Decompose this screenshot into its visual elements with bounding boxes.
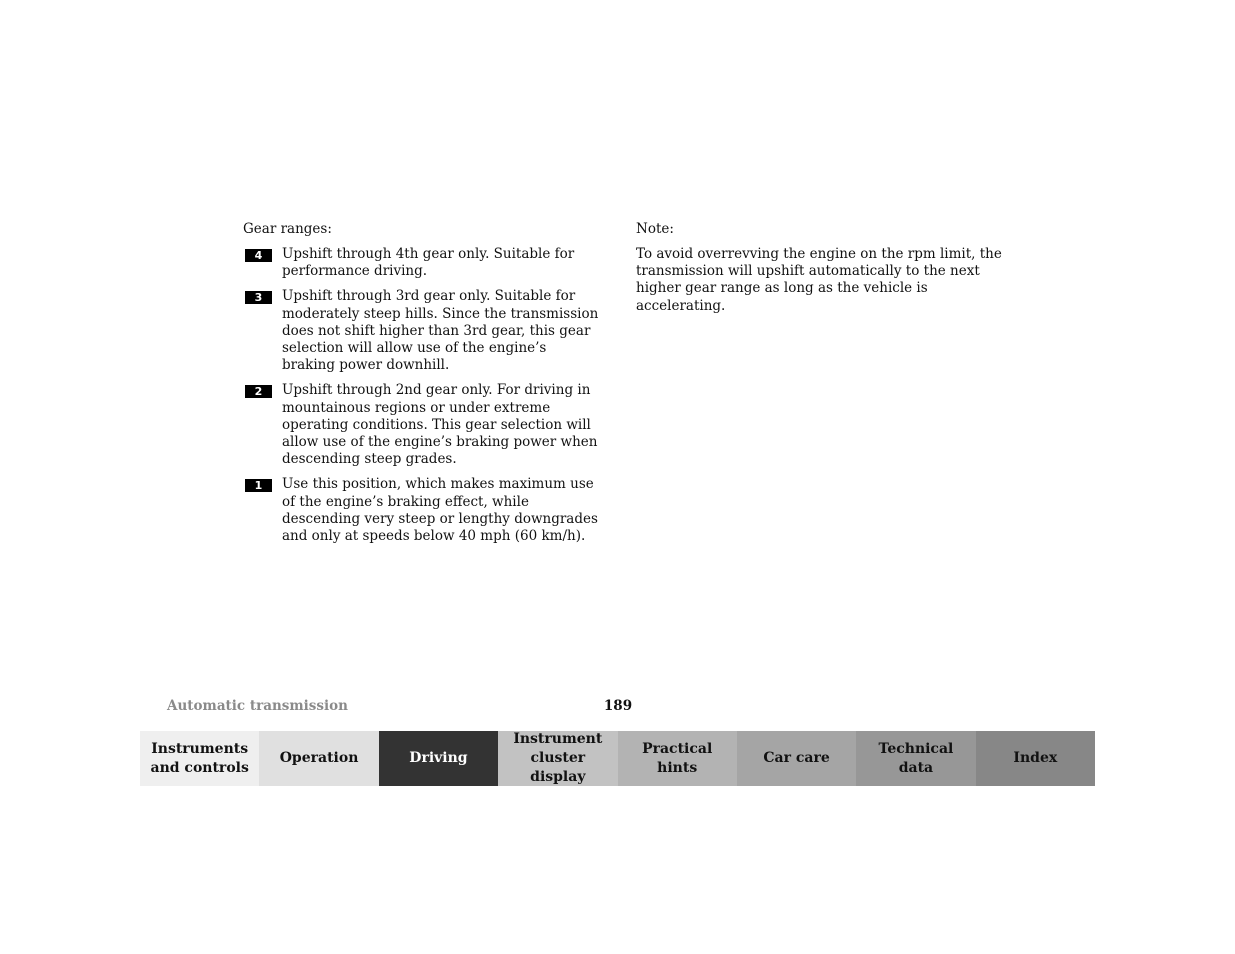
chapter-nav-bar (140, 731, 1095, 786)
gear-ranges-heading: Gear ranges: (243, 221, 332, 237)
note-heading: Note: (636, 221, 674, 237)
gear-4-badge: 4 (245, 249, 272, 262)
section-title: Automatic transmission (167, 698, 348, 714)
page-number: 189 (603, 698, 633, 714)
tab-technical-data[interactable]: Technical data (856, 731, 975, 786)
gear-item-2 (243, 382, 603, 468)
gear-2-badge: 2 (245, 385, 272, 398)
gear-ranges-column (243, 221, 603, 553)
note-text: To avoid overrevving the engine on the rpm limit, the transmission will upshift automatically to the next higher gear range as long as the vehicle is accelerating. (636, 246, 1002, 314)
tab-driving[interactable]: Driving (379, 731, 498, 786)
tab-instruments-and-controls[interactable]: Instruments and controls (140, 731, 259, 786)
gear-3-description: Upshift through 3rd gear only. Suitable for moderately steep hills. Since the transmission does not shift higher than 3rd gear, this gear selection will allow use of the engine’s braking power downhill. (282, 288, 599, 374)
gear-item-3 (243, 288, 603, 374)
note-column (636, 221, 1006, 315)
gear-item-4 (243, 246, 603, 280)
tab-index[interactable]: Index (976, 731, 1095, 786)
tab-practical-hints[interactable]: Practical hints (618, 731, 737, 786)
gear-3-badge: 3 (245, 291, 272, 304)
tab-operation[interactable]: Operation (259, 731, 378, 786)
gear-4-description: Upshift through 4th gear only. Suitable for performance driving. (282, 246, 575, 280)
tab-instrument-cluster-display[interactable]: Instrument cluster display (498, 731, 617, 786)
tab-car-care[interactable]: Car care (737, 731, 856, 786)
gear-1-badge: 1 (245, 479, 272, 492)
gear-item-1 (243, 476, 603, 545)
gear-2-description: Upshift through 2nd gear only. For driving in mountainous regions or under extreme operating conditions. This gear selection will allow use of the engine’s braking power when descending steep grades. (282, 382, 598, 468)
gear-1-description: Use this position, which makes maximum use of the engine’s braking effect, while descending very steep or lengthy downgrades and only at speeds below 40 mph (60 km/h). (282, 476, 598, 545)
